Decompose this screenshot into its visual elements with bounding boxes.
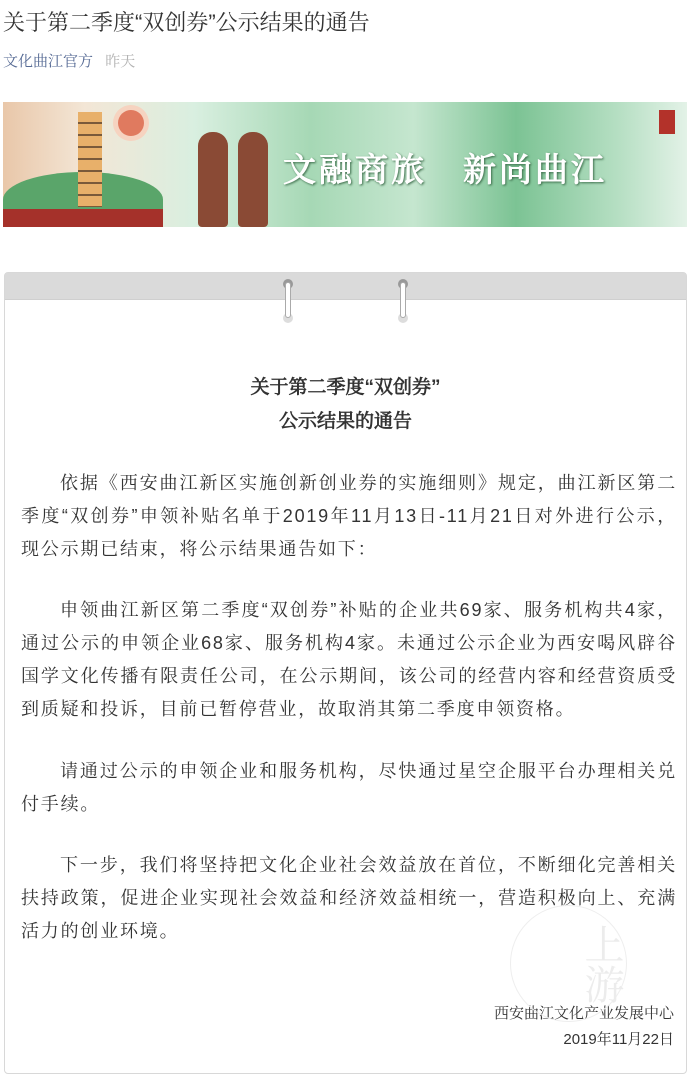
- figure-illustration: [238, 132, 268, 227]
- account-link[interactable]: 文化曲江官方: [3, 53, 94, 70]
- pagoda-illustration: [78, 112, 102, 207]
- seal-stamp: [659, 110, 675, 134]
- notice-title-line1: 关于第二季度“双创券”: [250, 377, 441, 398]
- binder-ring-icon: [283, 279, 293, 323]
- notice-paragraph: 申领曲江新区第二季度“双创券”补贴的企业共69家、服务机构共4家，通过公示的申领企业68家、服务机构4家。未通过公示企业为西安喝风辟谷国学文化传播有限责任公司，在公示期间，该公司的经营内容和经营资质受到质疑和投诉，目前已暂停营业，故取消其第二季度申领资格。: [21, 600, 677, 719]
- sun-illustration: [118, 110, 144, 136]
- binder-ring-icon: [398, 279, 408, 323]
- figure-illustration: [198, 132, 228, 227]
- notice-header-bar: [5, 273, 686, 300]
- publish-time: 昨天: [105, 53, 136, 70]
- notice-date: 2019年11月22日: [563, 1031, 674, 1048]
- notice-paragraph: 依据《西安曲江新区实施创新创业券的实施细则》规定，曲江新区第二季度“双创券”申领补贴名单于2019年11月13日-11月21日对外进行公示，现公示期已结束，将公示结果通告如下：: [21, 473, 677, 559]
- watermark-logo: 上游: [510, 905, 627, 1022]
- notice-signature: 西安曲江文化产业发展中心: [493, 1005, 674, 1022]
- notice-title-line2: 公示结果的通告: [278, 411, 412, 432]
- notice-paragraph: 下一步，我们将坚持把文化企业社会效益放在首位，不断细化完善相关扶持政策，促进企业实现社会效益和经济效益相统一，营造积极向上、充满活力的创业环境。: [21, 855, 677, 941]
- article-title: 关于第二季度“双创券”公示结果的通告: [3, 10, 370, 35]
- notice-paragraph: 请通过公示的申领企业和服务机构，尽快通过星空企服平台办理相关兑付手续。: [21, 761, 677, 814]
- banner-slogan-right: 新尚曲江: [463, 150, 607, 189]
- wall-illustration: [3, 209, 163, 227]
- banner-slogan-left: 文融商旅: [283, 150, 427, 189]
- article-meta: [3, 50, 135, 71]
- banner-image: [3, 102, 687, 227]
